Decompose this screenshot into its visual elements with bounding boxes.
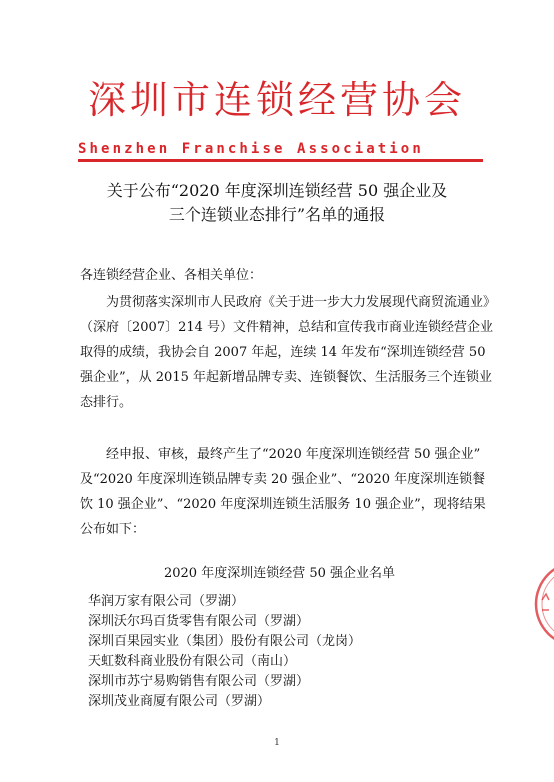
document-title bbox=[50, 179, 504, 227]
paragraph-2 bbox=[80, 442, 486, 542]
list-item: 深圳市苏宁易购销售有限公司（罗湖） bbox=[88, 674, 310, 689]
paragraph-line: 为贯彻落实深圳市人民政府《关于进一步大力发展现代商贸流通业》 bbox=[106, 295, 497, 310]
letterhead-divider bbox=[78, 159, 483, 162]
company-list bbox=[88, 592, 361, 712]
list-title: 2020 年度深圳连锁经营 50 强企业名单 bbox=[163, 566, 396, 581]
paragraph-line: 公布如下： bbox=[80, 522, 146, 537]
paragraph-line: 强企业”，从 2015 年起新增品牌专卖、连锁餐饮、生活服务三个连锁业 bbox=[80, 370, 492, 385]
paragraph-line: 及“2020 年度深圳连锁品牌专卖 20 强企业”、“2020 年度深圳连锁餐 bbox=[80, 472, 486, 487]
list-item: 深圳百果园实业（集团）股份有限公司（龙岗） bbox=[88, 634, 362, 649]
title-line-2: 三个连锁业态排行”名单的通报 bbox=[168, 205, 386, 224]
list-item: 华润万家有限公司（罗湖） bbox=[88, 594, 245, 609]
salutation: 各连锁经营企业、各相关单位： bbox=[80, 268, 263, 283]
seal-stamp-edge bbox=[532, 560, 554, 648]
paragraph-line: 态排行。 bbox=[80, 395, 133, 410]
title-line-1: 关于公布“2020 年度深圳连锁经营 50 强企业及 bbox=[106, 181, 448, 200]
page-number: 1 bbox=[274, 738, 280, 748]
list-item: 天虹数科商业股份有限公司（南山） bbox=[88, 654, 297, 669]
paragraph-1 bbox=[80, 290, 497, 415]
paragraph-line: 饮 10 强企业”、“2020 年度深圳连锁生活服务 10 强企业”，现将结果 bbox=[80, 497, 486, 512]
paragraph-line: 取得的成绩，我协会自 2007 年起，连续 14 年发布“深圳连锁经营 50 bbox=[80, 345, 486, 360]
letterhead-org-name: 深圳市连锁经营协会 bbox=[87, 78, 466, 122]
paragraph-line: 经申报、审核，最终产生了“2020 年度深圳连锁经营 50 强企业” bbox=[106, 447, 481, 462]
paragraph-line: （深府〔2007〕214 号）文件精神，总结和宣传我市商业连锁经营企业 bbox=[80, 320, 494, 335]
list-item: 深圳沃尔玛百货零售有限公司（罗湖） bbox=[88, 614, 310, 629]
letterhead-org-name-en: Shenzhen Franchise Association bbox=[78, 141, 424, 157]
list-item: 深圳茂业商厦有限公司（罗湖） bbox=[88, 694, 271, 709]
